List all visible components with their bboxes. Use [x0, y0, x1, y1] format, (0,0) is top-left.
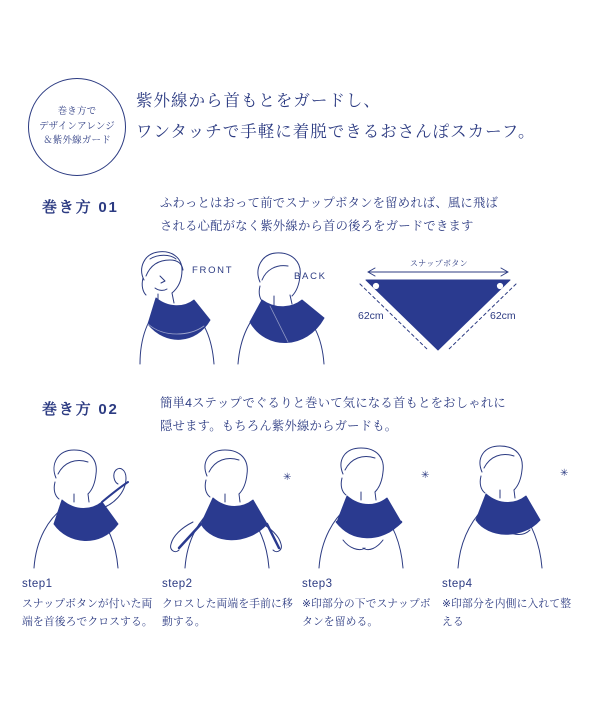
dimension-right-label: 62cm: [490, 310, 516, 322]
step-3-desc: ※印部分の下でスナップボタンを留める。: [302, 598, 431, 629]
front-label: FRONT: [192, 265, 234, 276]
step-caption-3: [302, 578, 442, 632]
step-caption-4: [442, 578, 582, 632]
section-1-text: [160, 192, 580, 237]
step-1-desc: スナップボタンが付いた両端を首後ろでクロスする。: [22, 598, 153, 629]
sparkle-mark-step-4: ✳: [559, 468, 569, 479]
section-2-text-line-2: 隠せます。もちろん紫外線からガードも。: [160, 418, 398, 433]
section-2-text: [160, 392, 580, 437]
headline-line-2: ワンタッチで手軽に着脱できるおさんぽスカーフ。: [136, 122, 536, 141]
snap-button-label: スナップボタン: [410, 259, 468, 268]
step-3-title: step3: [302, 578, 333, 590]
step-caption-2: [162, 578, 302, 632]
step-3-illustration: [303, 444, 437, 569]
wrap-method-1-illustration: [110, 246, 540, 366]
badge-line-1: 巻き方で: [57, 105, 97, 117]
section-1-label: 巻き方 01: [42, 199, 119, 216]
section-1-text-line-2: される心配がなく紫外線から首の後ろをガードできます: [160, 218, 474, 233]
step-4-title: step4: [442, 578, 473, 590]
step-3-figure: [303, 444, 437, 569]
step-2-illustration: [163, 444, 297, 569]
step-4-figure: [444, 444, 578, 569]
step-caption-1: [22, 578, 162, 632]
step-2-desc: クロスした両端を手前に移動する。: [162, 598, 293, 629]
sparkle-mark-step-3: ✳: [421, 470, 430, 481]
step-2-title: step2: [162, 578, 193, 590]
badge: [28, 78, 126, 176]
step-illustrations: [22, 444, 578, 569]
back-label: BACK: [294, 271, 327, 282]
headline-line-1: 紫外線から首もとをガードし、: [136, 92, 381, 110]
dimension-left-label: 62cm: [358, 310, 384, 322]
sparkle-mark-step-2: ✳: [282, 472, 292, 483]
illustration-front-back-and-size: [110, 246, 540, 366]
steps-section: [0, 444, 600, 629]
section-1-text-line-1: ふわっとはおって前でスナップボタンを留めれば、風に飛ば: [160, 196, 499, 210]
step-captions: [22, 578, 582, 632]
badge-line-2: デザインアレンジ: [38, 120, 115, 132]
step-1-illustration: [22, 444, 156, 569]
header: [0, 68, 600, 178]
step-1-title: step1: [22, 578, 53, 590]
step-4-illustration: [444, 444, 578, 569]
step-1-figure: [22, 444, 156, 569]
step-2-figure: [163, 444, 297, 569]
section-2-text-line-1: 簡単4ステップでぐるりと巻いて気になる首もとをおしゃれに: [160, 396, 506, 410]
step-4-desc: ※印部分を内側に入れて整える: [442, 598, 572, 629]
section-2-label: 巻き方 02: [42, 401, 119, 418]
page-title: [136, 86, 586, 147]
badge-line-3: ＆紫外線ガード: [43, 135, 111, 147]
